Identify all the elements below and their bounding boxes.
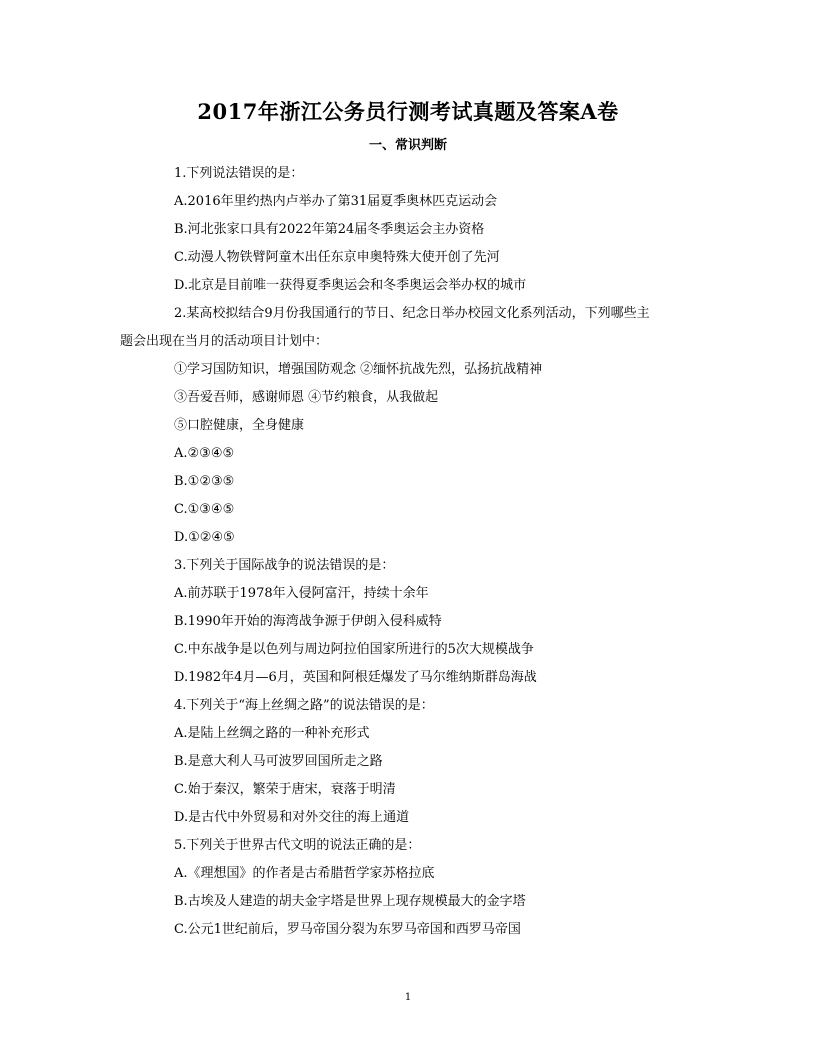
text-line: 2.某高校拟结合9月份我国通行的节日、纪念日举办校园文化系列活动，下列哪些主 xyxy=(174,306,650,321)
text-line: C.中东战争是以色列与周边阿拉伯国家所进行的5次大规模战争 xyxy=(174,642,534,657)
question-text-body xyxy=(120,160,700,944)
text-line: D.①②④⑤ xyxy=(174,530,235,545)
text-line: D.北京是目前唯一获得夏季奥运会和冬季奥运会举办权的城市 xyxy=(174,278,527,293)
text-line: B.①②③⑤ xyxy=(174,474,235,489)
document-title: 2017年浙江公务员行测考试真题及答案A卷 xyxy=(197,99,619,124)
text-line: C.始于秦汉，繁荣于唐宋，衰落于明清 xyxy=(174,782,396,797)
text-line: 3.下列关于国际战争的说法错误的是： xyxy=(174,558,395,573)
text-line: C.公元1世纪前后，罗马帝国分裂为东罗马帝国和西罗马帝国 xyxy=(174,922,521,937)
text-line: ①学习国防知识，增强国防观念 ②缅怀抗战先烈，弘扬抗战精神 xyxy=(174,362,543,377)
text-line: C.动漫人物铁臂阿童木出任东京申奥特殊大使开创了先河 xyxy=(174,250,500,265)
page-number: 1 xyxy=(404,992,412,1003)
text-line: 5.下列关于世界古代文明的说法正确的是： xyxy=(174,838,421,853)
text-line: ⑤口腔健康，全身健康 xyxy=(174,418,305,433)
text-line: A.前苏联于1978年入侵阿富汗，持续十余年 xyxy=(174,586,429,601)
text-line: A.《理想国》的作者是古希腊哲学家苏格拉底 xyxy=(174,866,435,881)
text-line: B.古埃及人建造的胡夫金字塔是世界上现存规模最大的金字塔 xyxy=(174,894,526,909)
text-line: B.是意大利人马可波罗回国所走之路 xyxy=(174,754,383,769)
text-line: D.1982年4月—6月，英国和阿根廷爆发了马尔维纳斯群岛海战 xyxy=(174,670,537,685)
text-line: B.河北张家口具有2022年第24届冬季奥运会主办资格 xyxy=(174,222,485,237)
text-line: A.②③④⑤ xyxy=(174,446,235,461)
text-line: A.2016年里约热内卢举办了第31届夏季奥林匹克运动会 xyxy=(174,194,498,209)
text-line: 1.下列说法错误的是： xyxy=(174,166,304,181)
text-line: D.是古代中外贸易和对外交往的海上通道 xyxy=(174,810,410,825)
text-line: ③吾爱吾师，感谢师恩 ④节约粮食，从我做起 xyxy=(174,390,439,405)
text-line: 4.下列关于“海上丝绸之路”的说法错误的是： xyxy=(174,698,434,713)
text-line: A.是陆上丝绸之路的一种补充形式 xyxy=(174,726,370,741)
text-line: C.①③④⑤ xyxy=(174,502,235,517)
text-line: B.1990年开始的海湾战争源于伊朗入侵科威特 xyxy=(174,614,442,629)
text-line: 题会出现在当月的活动项目计划中： xyxy=(120,334,329,349)
section-heading: 一、常识判断 xyxy=(368,138,447,153)
